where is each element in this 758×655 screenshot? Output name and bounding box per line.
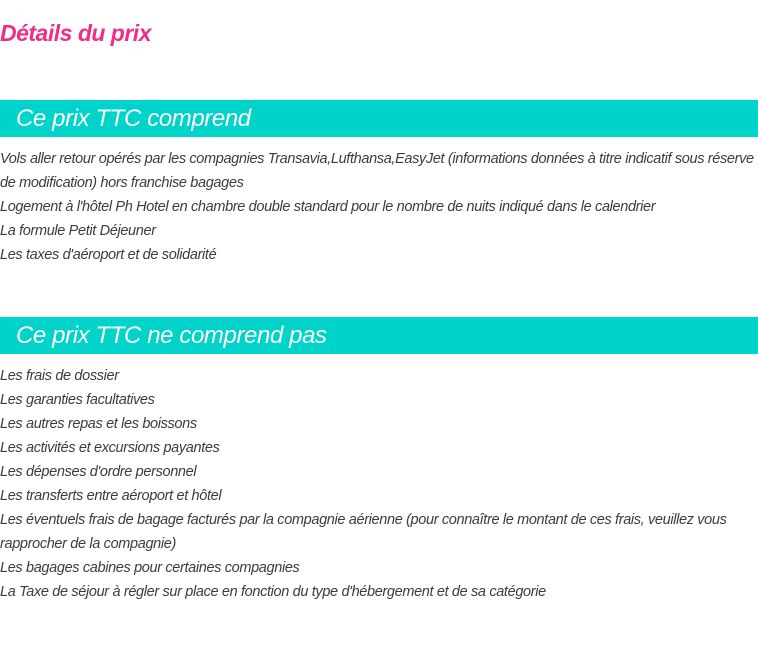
list-item: Les frais de dossier (0, 368, 119, 384)
list-item: Logement à l'hôtel Ph Hotel en chambre double standard pour le nombre de nuits indiqué dans le calendrier (0, 199, 656, 215)
list-item: Vols aller retour opérés par les compagnies Transavia,Lufthansa,EasyJet (informations données à titre indicatif sous réserve de modification) hors franchise bagages (0, 151, 754, 191)
list-item: Les transferts entre aéroport et hôtel (0, 488, 222, 504)
list-item: La formule Petit Déjeuner (0, 223, 156, 239)
list-item: Les taxes d'aéroport et de solidarité (0, 247, 217, 263)
price-includes-heading: Ce prix TTC comprend (0, 100, 758, 137)
list-item: Les bagages cabines pour certaines compagnies (0, 560, 300, 576)
price-excludes-heading: Ce prix TTC ne comprend pas (0, 317, 758, 354)
list-item: Les garanties facultatives (0, 392, 155, 408)
price-includes-section (0, 100, 758, 267)
list-item: Les activités et excursions payantes (0, 440, 220, 456)
list-item: Les éventuels frais de bagage facturés par la compagnie aérienne (pour connaître le montant de ces frais, veuillez vous rapprocher de la compagnie) (0, 512, 727, 552)
price-includes-list (0, 147, 758, 267)
list-item: Les dépenses d'ordre personnel (0, 464, 197, 480)
price-excludes-list (0, 364, 758, 604)
price-excludes-section (0, 317, 758, 604)
page-title: Détails du prix (0, 20, 151, 46)
list-item: Les autres repas et les boissons (0, 416, 197, 432)
list-item: La Taxe de séjour à régler sur place en fonction du type d'hébergement et de sa catégorie (0, 584, 546, 600)
